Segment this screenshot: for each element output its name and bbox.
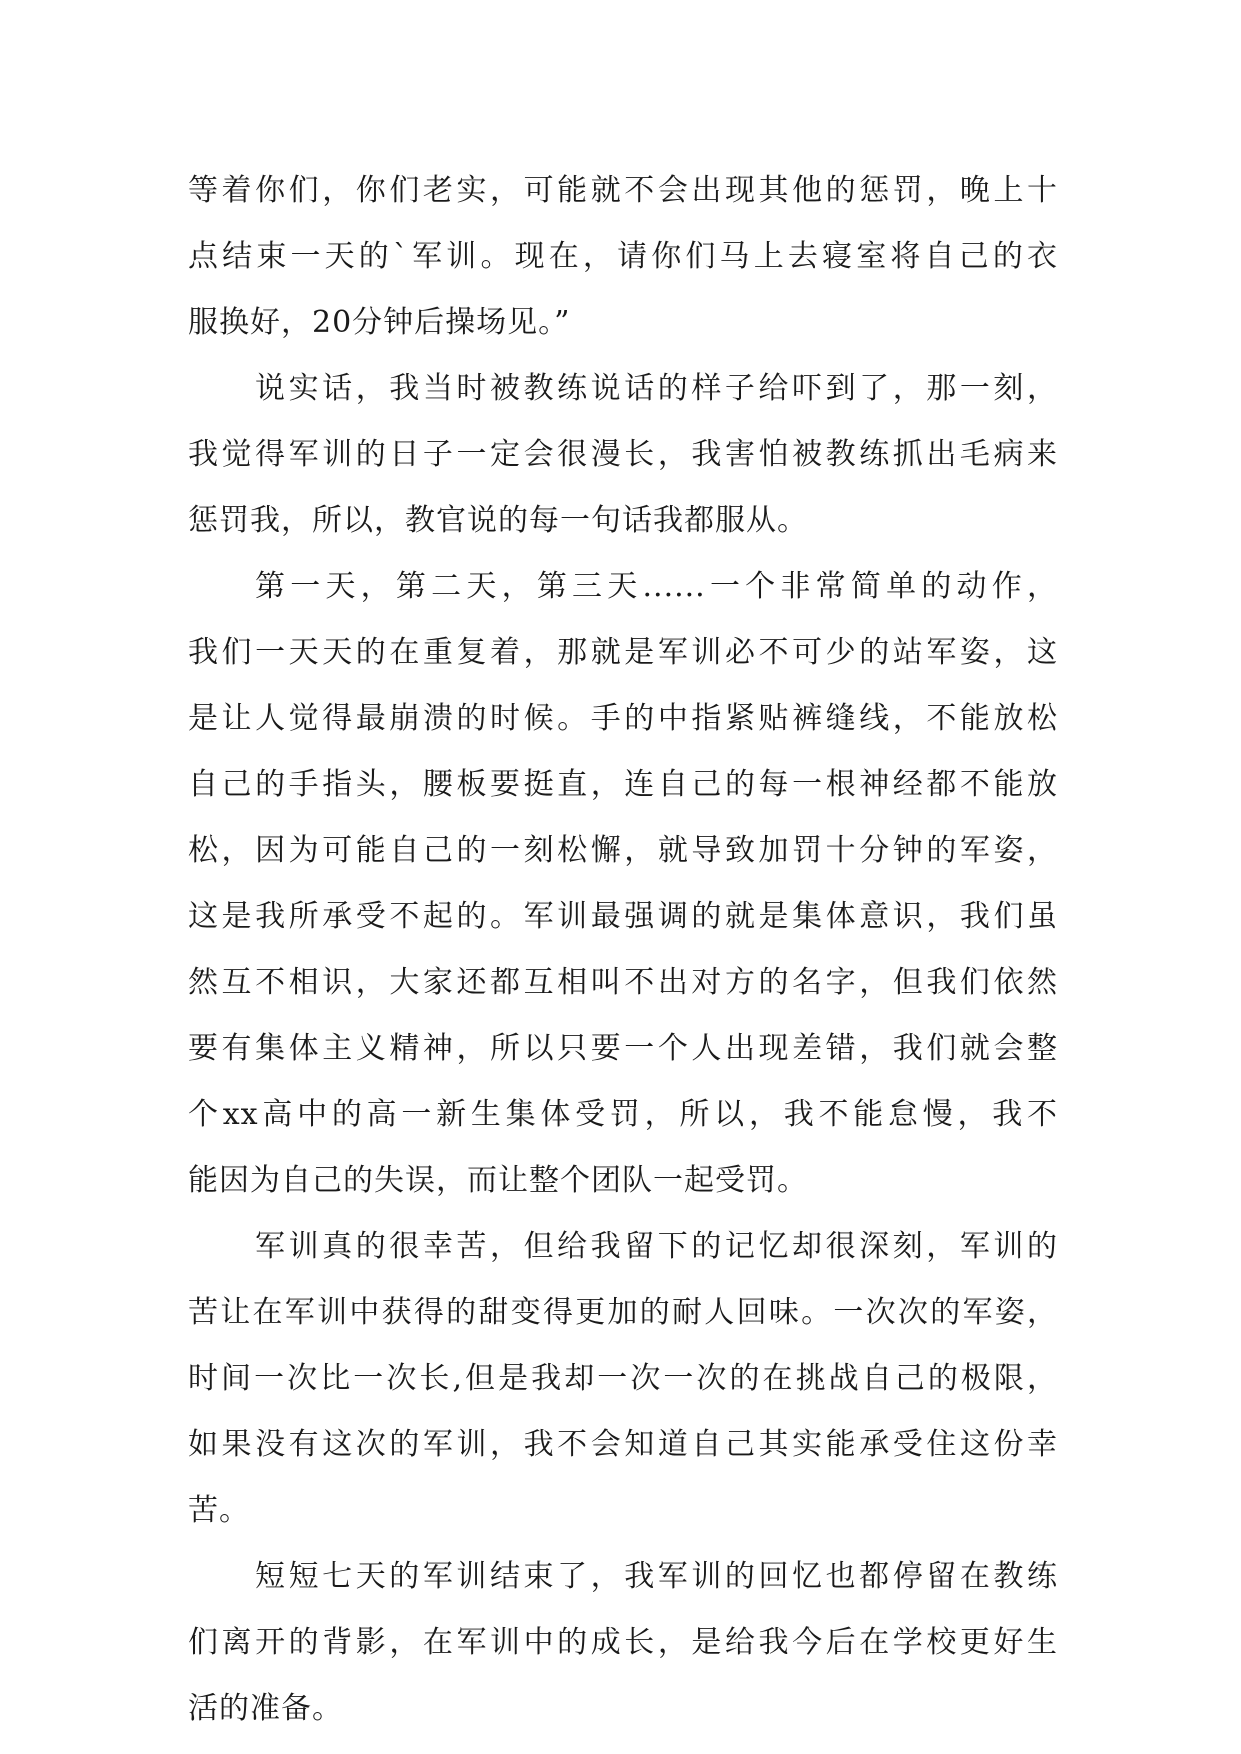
text-line: 能因为自己的失误，而让整个团队一起受罚。	[188, 1163, 808, 1198]
text-line: 是让人觉得最崩溃的时候。手的中指紧贴裤缝线，不能放松	[188, 701, 1058, 736]
text-line: 自己的手指头，腰板要挺直，连自己的每一根神经都不能放	[188, 767, 1058, 802]
text-line: 们离开的背影，在军训中的成长，是给我今后在学校更好生	[188, 1625, 1058, 1660]
text-line: 活的准备。	[188, 1691, 343, 1726]
text-line: 松，因为可能自己的一刻松懈，就导致加罚十分钟的军姿，	[188, 833, 1058, 868]
text-line: 短短七天的军训结束了，我军训的回忆也都停留在教练	[255, 1559, 1058, 1594]
text-line: 个xx高中的高一新生集体受罚，所以，我不能怠慢，我不	[188, 1097, 1058, 1132]
text-line: 军训真的很幸苦，但给我留下的记忆却很深刻，军训的	[255, 1229, 1058, 1264]
text-line: 时间一次比一次长,但是我却一次一次的在挑战自己的极限，	[188, 1361, 1058, 1396]
text-line: 要有集体主义精神，所以只要一个人出现差错，我们就会整	[188, 1031, 1058, 1066]
text-line: 这是我所承受不起的。军训最强调的就是集体意识，我们虽	[188, 899, 1058, 934]
text-line: 点结束一天的`军训。现在，请你们马上去寝室将自己的衣	[188, 239, 1058, 274]
body-text	[188, 158, 1058, 1742]
text-line: 苦。	[188, 1493, 250, 1528]
text-line: 苦让在军训中获得的甜变得更加的耐人回味。一次次的军姿，	[188, 1295, 1058, 1330]
text-line: 服换好，20分钟后操场见。”	[188, 305, 571, 340]
text-line: 第一天，第二天，第三天......一个非常简单的动作，	[255, 569, 1058, 604]
text-line: 我觉得军训的日子一定会很漫长，我害怕被教练抓出毛病来	[188, 437, 1058, 472]
text-line: 惩罚我，所以，教官说的每一句话我都服从。	[188, 503, 808, 538]
text-line: 我们一天天的在重复着，那就是军训必不可少的站军姿，这	[188, 635, 1058, 670]
text-line: 如果没有这次的军训，我不会知道自己其实能承受住这份幸	[188, 1427, 1058, 1462]
text-line: 然互不相识，大家还都互相叫不出对方的名字，但我们依然	[188, 965, 1058, 1000]
text-line: 等着你们，你们老实，可能就不会出现其他的惩罚，晚上十	[188, 173, 1058, 208]
text-line: 说实话，我当时被教练说话的样子给吓到了，那一刻，	[255, 371, 1058, 406]
